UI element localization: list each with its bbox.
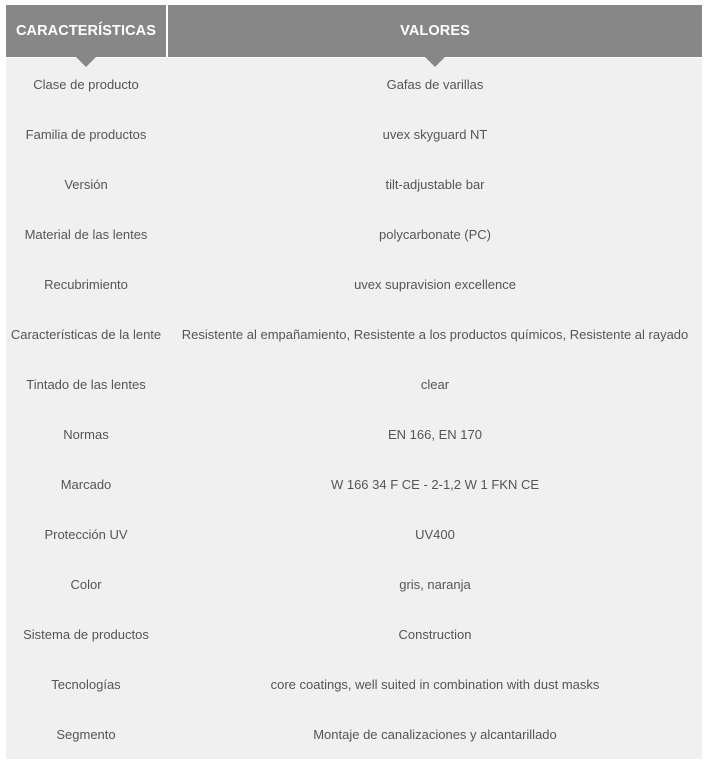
row-label: Protección UV — [6, 509, 166, 559]
row-value: UV400 — [168, 509, 702, 559]
row-label: Tecnologías — [6, 659, 166, 709]
row-label: Segmento — [6, 709, 166, 759]
table-row — [6, 309, 702, 359]
row-value: EN 166, EN 170 — [168, 409, 702, 459]
table-row — [6, 559, 702, 609]
row-value: uvex skyguard NT — [168, 109, 702, 159]
row-label: Tintado de las lentes — [6, 359, 166, 409]
table-body — [6, 58, 702, 759]
row-value: Gafas de varillas — [168, 59, 702, 109]
row-value: Construction — [168, 609, 702, 659]
table-row — [6, 709, 702, 759]
row-value: polycarbonate (PC) — [168, 209, 702, 259]
row-label: Color — [6, 559, 166, 609]
row-label: Sistema de productos — [6, 609, 166, 659]
header-values-label: VALORES — [400, 23, 470, 39]
row-label: Familia de productos — [6, 109, 166, 159]
table-row — [6, 609, 702, 659]
table-row — [6, 59, 702, 109]
table-row — [6, 109, 702, 159]
row-label: Características de la lente — [6, 309, 166, 359]
row-value: gris, naranja — [168, 559, 702, 609]
table-row — [6, 359, 702, 409]
row-value: Resistente al empañamiento, Resistente a los productos químicos, Resistente al rayado — [168, 309, 702, 359]
table-row — [6, 659, 702, 709]
row-value: Montaje de canalizaciones y alcantarillado — [168, 709, 702, 759]
table-row — [6, 459, 702, 509]
header-values — [168, 5, 702, 57]
table-row — [6, 509, 702, 559]
row-value: tilt-adjustable bar — [168, 159, 702, 209]
table-row — [6, 209, 702, 259]
row-label: Clase de producto — [6, 59, 166, 109]
row-label: Material de las lentes — [6, 209, 166, 259]
header-characteristics-label: CARACTERÍSTICAS — [15, 23, 157, 39]
row-value: clear — [168, 359, 702, 409]
row-label: Versión — [6, 159, 166, 209]
header-pointer-icon — [425, 57, 445, 67]
row-value: W 166 34 F CE - 2-1,2 W 1 FKN CE — [168, 459, 702, 509]
row-label: Normas — [6, 409, 166, 459]
table-row — [6, 409, 702, 459]
row-value: uvex supravision excellence — [168, 259, 702, 309]
header-pointer-icon — [76, 57, 96, 67]
spec-table — [6, 5, 702, 759]
row-label: Marcado — [6, 459, 166, 509]
header-characteristics — [6, 5, 166, 57]
table-row — [6, 159, 702, 209]
table-row — [6, 259, 702, 309]
row-value: core coatings, well suited in combination with dust masks — [168, 659, 702, 709]
table-header — [6, 5, 702, 57]
row-label: Recubrimiento — [6, 259, 166, 309]
